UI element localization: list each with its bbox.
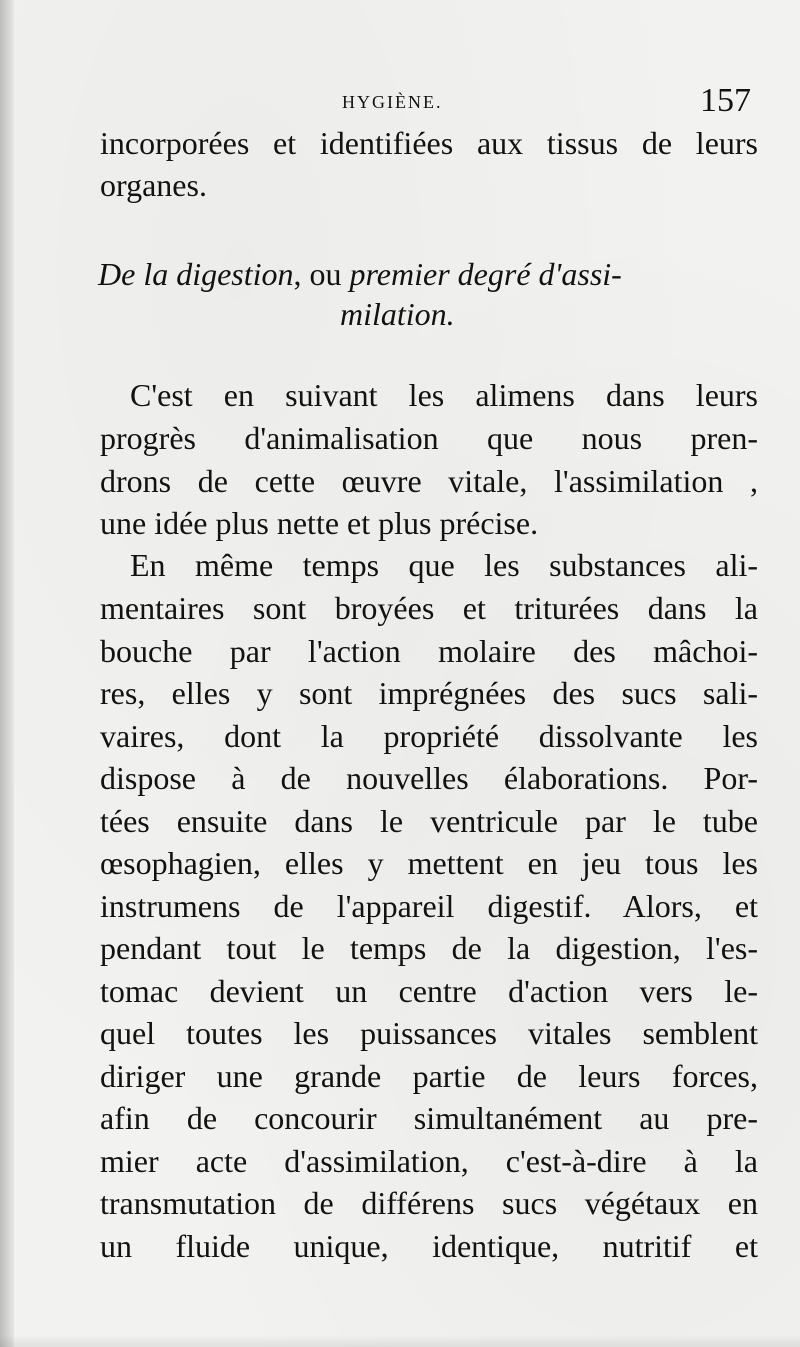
page-number: 157 bbox=[700, 82, 751, 119]
section-heading-continuation: milation. bbox=[340, 296, 455, 332]
text-line: un fluide unique, identique, nutritif et bbox=[100, 1228, 758, 1264]
text-line: instrumens de l'appareil digestif. Alors, et bbox=[100, 888, 758, 924]
text-line: transmutation de différens sucs végétaux en bbox=[100, 1185, 758, 1221]
text-line: mentaires sont broyées et triturées dans la bbox=[100, 590, 758, 626]
text-line: une idée plus nette et plus précise. bbox=[100, 505, 539, 541]
text-line: En même temps que les substances ali- bbox=[130, 547, 758, 583]
text-line: vaires, dont la propriété dissolvante les bbox=[100, 718, 758, 754]
text-line: pendant tout le temps de la digestion, l'es- bbox=[100, 930, 758, 966]
text-line: mier acte d'assimilation, c'est-à-dire à la bbox=[100, 1143, 758, 1179]
text-line: progrès d'animalisation que nous pren- bbox=[100, 420, 758, 456]
text-line: dispose à de nouvelles élaborations. Por- bbox=[100, 760, 758, 796]
text-line: bouche par l'action molaire des mâchoi- bbox=[100, 633, 758, 669]
text-line: C'est en suivant les alimens dans leurs bbox=[130, 377, 758, 413]
section-heading-italic: premier degré d'assi- bbox=[349, 256, 622, 292]
section-heading-italic: De la digestion bbox=[98, 256, 294, 292]
running-head: HYGIÈNE. bbox=[342, 92, 443, 112]
text-line: res, elles y sont imprégnées des sucs sali- bbox=[100, 675, 758, 711]
section-heading-roman: , ou bbox=[293, 256, 350, 292]
text-line: quel toutes les puissances vitales semblent bbox=[100, 1015, 758, 1051]
text-line: afin de concourir simultanément au pre- bbox=[100, 1100, 758, 1136]
page-gutter-shadow bbox=[0, 0, 14, 1347]
text-line: tomac devient un centre d'action vers le- bbox=[100, 973, 758, 1009]
text-line: œsophagien, elles y mettent en jeu tous les bbox=[100, 845, 758, 881]
page-bottom-shadow bbox=[0, 1335, 800, 1347]
text-line: incorporées et identifiées aux tissus de leurs bbox=[100, 125, 758, 161]
text-line: organes. bbox=[100, 167, 207, 203]
text-line: tées ensuite dans le ventricule par le tube bbox=[100, 803, 758, 839]
section-heading bbox=[98, 254, 622, 294]
text-line: drons de cette œuvre vitale, l'assimilation , bbox=[100, 463, 758, 499]
text-line: diriger une grande partie de leurs forces, bbox=[100, 1058, 758, 1094]
